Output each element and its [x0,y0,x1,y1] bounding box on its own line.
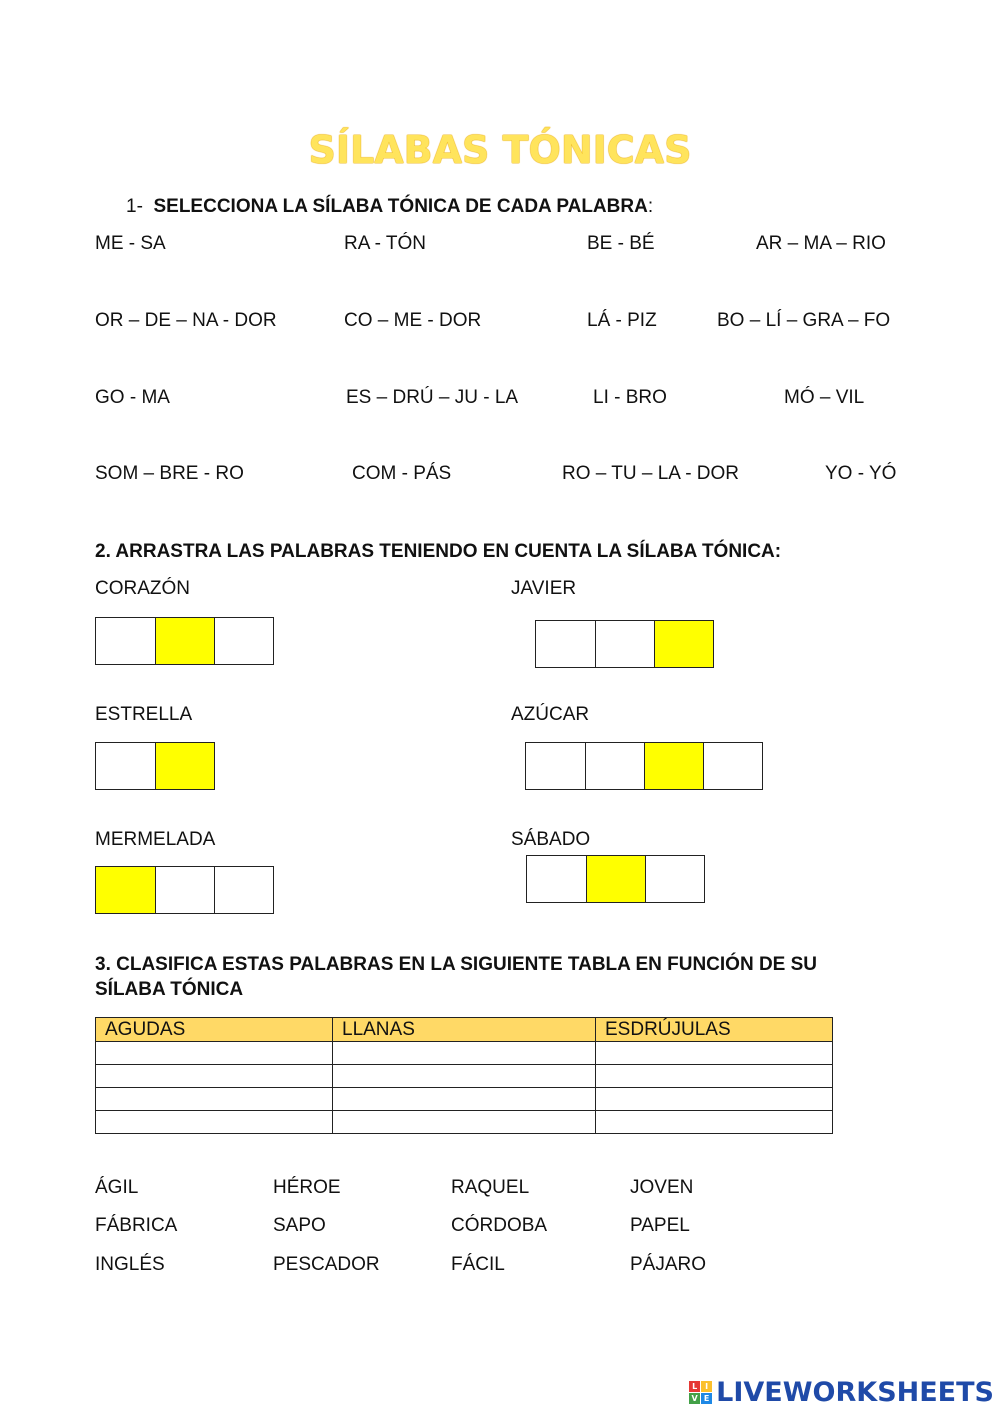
draggable-word[interactable]: PESCADOR [273,1254,380,1275]
syllable-drop-box[interactable] [214,618,273,664]
syllable-drop-box[interactable] [585,743,644,789]
word-label-azucar: AZÚCAR [511,704,590,725]
header-esdrujulas: ESDRÚJULAS [596,1018,833,1042]
draggable-word[interactable]: FÁBRICA [95,1215,178,1236]
syllable-word[interactable]: BO – LÍ – GRA – FO [717,310,891,331]
syllable-word[interactable]: SOM – BRE - RO [95,463,244,484]
table-drop-cell[interactable] [596,1111,833,1134]
table-row [96,1111,833,1134]
syllable-boxes-estrella [95,742,215,790]
syllable-word[interactable]: COM - PÁS [352,463,452,484]
syllable-drop-box[interactable] [214,867,273,913]
logo-text: LIVEWORKSHEETS [716,1377,994,1408]
syllable-word[interactable]: OR – DE – NA - DOR [95,310,277,331]
table-row [96,1088,833,1111]
tonic-syllable-drop-box[interactable] [155,618,214,664]
word-label-mermelada: MERMELADA [95,829,216,850]
draggable-word[interactable]: HÉROE [273,1177,341,1198]
syllable-word[interactable]: AR – MA – RIO [756,233,886,254]
table-drop-cell[interactable] [96,1065,333,1088]
table-drop-cell[interactable] [596,1065,833,1088]
draggable-word[interactable]: JOVEN [630,1177,694,1198]
logo-letter: V [689,1393,700,1404]
syllable-word[interactable]: ES – DRÚ – JU - LA [346,387,519,408]
syllable-drop-box[interactable] [595,621,654,667]
draggable-word[interactable]: SAPO [273,1215,326,1236]
table-row [96,1042,833,1065]
section-1-instruction: SELECCIONA LA SÍLABA TÓNICA DE CADA PALABRA [153,196,648,217]
section-3-instruction-line-2: SÍLABA TÓNICA [95,979,244,1000]
syllable-drop-box[interactable] [536,621,595,667]
table-drop-cell[interactable] [596,1042,833,1065]
syllable-boxes-sabado [526,855,705,903]
syllable-drop-box[interactable] [527,856,586,902]
word-label-sabado: SÁBADO [511,829,591,850]
syllable-drop-box[interactable] [155,867,214,913]
syllable-word[interactable]: RO – TU – LA - DOR [562,463,740,484]
logo-letter: L [689,1381,700,1392]
tonic-syllable-drop-box[interactable] [644,743,703,789]
tonic-syllable-drop-box[interactable] [155,743,214,789]
table-header-row [96,1018,833,1042]
logo-letter: E [701,1393,712,1404]
syllable-word[interactable]: CO – ME - DOR [344,310,482,331]
tonic-syllable-drop-box[interactable] [586,856,645,902]
syllable-drop-box[interactable] [96,743,155,789]
tonic-syllable-drop-box[interactable] [654,621,713,667]
section-1-heading [126,196,653,218]
tonic-syllable-drop-box[interactable] [96,867,155,913]
syllable-word[interactable]: LÁ - PIZ [587,310,657,331]
liveworksheets-logo [689,1377,994,1408]
table-drop-cell[interactable] [333,1088,596,1111]
draggable-word[interactable]: PÁJARO [630,1254,707,1275]
header-llanas: LLANAS [333,1018,596,1042]
syllable-drop-box[interactable] [645,856,704,902]
classification-table [95,1017,833,1134]
syllable-boxes-javier [535,620,714,668]
syllable-boxes-mermelada [95,866,274,914]
table-drop-cell[interactable] [596,1088,833,1111]
section-1-colon: : [647,196,654,217]
word-label-javier: JAVIER [511,578,577,599]
table-drop-cell[interactable] [333,1042,596,1065]
syllable-word[interactable]: LI - BRO [593,387,667,408]
draggable-word[interactable]: ÁGIL [95,1177,139,1198]
syllable-boxes-corazon [95,617,274,665]
syllable-word[interactable]: BE - BÉ [587,233,655,254]
table-drop-cell[interactable] [96,1042,333,1065]
syllable-word[interactable]: MÓ – VIL [784,387,865,408]
syllable-boxes-azucar [525,742,763,790]
header-agudas: AGUDAS [96,1018,333,1042]
syllable-word[interactable]: RA - TÓN [344,233,426,254]
table-row [96,1065,833,1088]
draggable-word[interactable]: PAPEL [630,1215,690,1236]
word-label-corazon: CORAZÓN [95,578,190,599]
syllable-word[interactable]: YO - YÓ [825,463,897,484]
syllable-word[interactable]: GO - MA [95,387,170,408]
syllable-drop-box[interactable] [526,743,585,789]
logo-letter: I [701,1381,712,1392]
page-title: SÍLABAS TÓNICAS [308,128,692,172]
section-3-instruction-line-1: 3. CLASIFICA ESTAS PALABRAS EN LA SIGUIENTE TABLA EN FUNCIÓN DE SU [95,954,818,975]
table-drop-cell[interactable] [333,1111,596,1134]
table-drop-cell[interactable] [96,1111,333,1134]
syllable-word[interactable]: ME - SA [95,233,166,254]
draggable-word[interactable]: INGLÉS [95,1254,165,1275]
syllable-drop-box[interactable] [703,743,762,789]
logo-mark-icon [689,1381,712,1404]
word-label-estrella: ESTRELLA [95,704,193,725]
draggable-word[interactable]: RAQUEL [451,1177,530,1198]
table-drop-cell[interactable] [333,1065,596,1088]
draggable-word[interactable]: CÓRDOBA [451,1215,548,1236]
section-1-number: 1- [126,196,143,217]
section-2-instruction: 2. ARRASTRA LAS PALABRAS TENIENDO EN CUENTA LA SÍLABA TÓNICA: [95,541,782,562]
draggable-word[interactable]: FÁCIL [451,1254,505,1275]
syllable-drop-box[interactable] [96,618,155,664]
table-drop-cell[interactable] [96,1088,333,1111]
